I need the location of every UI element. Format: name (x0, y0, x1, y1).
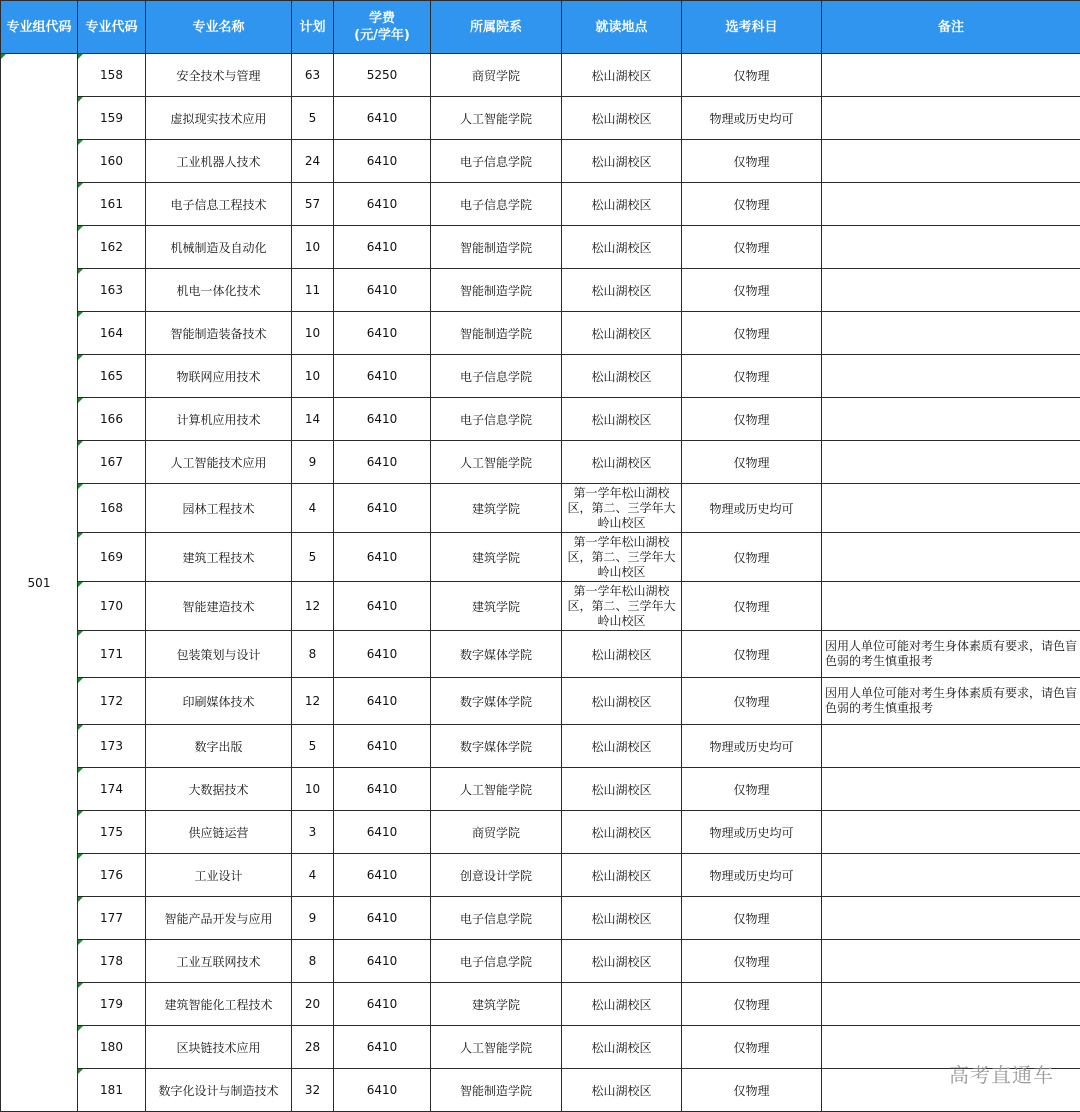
tuition-cell: 6410 (334, 484, 431, 533)
department-cell: 电子信息学院 (431, 183, 562, 226)
subjects-cell: 仅物理 (682, 768, 822, 811)
table-row (1, 768, 1080, 811)
plan-cell: 24 (292, 140, 334, 183)
major-name-cell: 机械制造及自动化 (146, 226, 292, 269)
tuition-cell: 6410 (334, 269, 431, 312)
plan-cell: 10 (292, 768, 334, 811)
department-cell: 数字媒体学院 (431, 678, 562, 725)
table-row (1, 854, 1080, 897)
campus-cell: 松山湖校区 (562, 811, 682, 854)
subjects-cell: 仅物理 (682, 441, 822, 484)
header-tuition: 学费 (元/学年) (334, 1, 431, 54)
plan-cell: 32 (292, 1069, 334, 1112)
campus-cell: 松山湖校区 (562, 140, 682, 183)
major-code-cell: 159 (78, 97, 146, 140)
tuition-cell: 6410 (334, 678, 431, 725)
major-code-cell: 179 (78, 983, 146, 1026)
department-cell: 人工智能学院 (431, 1026, 562, 1069)
major-code-cell: 178 (78, 940, 146, 983)
department-cell: 智能制造学院 (431, 312, 562, 355)
department-cell: 智能制造学院 (431, 226, 562, 269)
campus-cell: 松山湖校区 (562, 269, 682, 312)
department-cell: 智能制造学院 (431, 1069, 562, 1112)
department-cell: 建筑学院 (431, 533, 562, 582)
tuition-cell: 6410 (334, 983, 431, 1026)
major-code-cell: 169 (78, 533, 146, 582)
tuition-cell: 6410 (334, 140, 431, 183)
plan-cell: 12 (292, 678, 334, 725)
department-cell: 商贸学院 (431, 811, 562, 854)
subjects-cell: 仅物理 (682, 140, 822, 183)
major-code-cell: 181 (78, 1069, 146, 1112)
major-code-cell: 163 (78, 269, 146, 312)
table-row (1, 484, 1080, 533)
plan-cell: 4 (292, 484, 334, 533)
major-name-cell: 机电一体化技术 (146, 269, 292, 312)
campus-cell: 松山湖校区 (562, 940, 682, 983)
subjects-cell: 仅物理 (682, 1026, 822, 1069)
major-name-cell: 虚拟现实技术应用 (146, 97, 292, 140)
campus-cell: 松山湖校区 (562, 631, 682, 678)
campus-cell: 松山湖校区 (562, 355, 682, 398)
subjects-cell: 仅物理 (682, 631, 822, 678)
tuition-cell: 6410 (334, 355, 431, 398)
table-row (1, 533, 1080, 582)
major-code-cell: 161 (78, 183, 146, 226)
plan-cell: 9 (292, 441, 334, 484)
tuition-cell: 6410 (334, 811, 431, 854)
remarks-cell (822, 940, 1080, 983)
department-cell: 电子信息学院 (431, 940, 562, 983)
major-name-cell: 物联网应用技术 (146, 355, 292, 398)
header-major-name: 专业名称 (146, 1, 292, 54)
department-cell: 建筑学院 (431, 983, 562, 1026)
table-row (1, 441, 1080, 484)
table-row (1, 678, 1080, 725)
tuition-cell: 6410 (334, 312, 431, 355)
header-remarks: 备注 (822, 1, 1080, 54)
subjects-cell: 仅物理 (682, 983, 822, 1026)
major-name-cell: 工业互联网技术 (146, 940, 292, 983)
subjects-cell: 仅物理 (682, 54, 822, 97)
major-name-cell: 建筑工程技术 (146, 533, 292, 582)
subjects-cell: 仅物理 (682, 940, 822, 983)
remarks-cell (822, 441, 1080, 484)
plan-cell: 3 (292, 811, 334, 854)
major-code-cell: 165 (78, 355, 146, 398)
plan-cell: 11 (292, 269, 334, 312)
subjects-cell: 物理或历史均可 (682, 854, 822, 897)
plan-cell: 5 (292, 725, 334, 768)
department-cell: 数字媒体学院 (431, 725, 562, 768)
major-code-cell: 176 (78, 854, 146, 897)
major-name-cell: 数字化设计与制造技术 (146, 1069, 292, 1112)
remarks-cell: 因用人单位可能对考生身体素质有要求，请色盲色弱的考生慎重报考 (822, 631, 1080, 678)
campus-cell: 松山湖校区 (562, 441, 682, 484)
table-row (1, 725, 1080, 768)
tuition-cell: 6410 (334, 897, 431, 940)
campus-cell: 松山湖校区 (562, 1026, 682, 1069)
department-cell: 人工智能学院 (431, 768, 562, 811)
campus-cell: 松山湖校区 (562, 897, 682, 940)
subjects-cell: 仅物理 (682, 897, 822, 940)
remarks-cell (822, 897, 1080, 940)
department-cell: 数字媒体学院 (431, 631, 562, 678)
remarks-cell (822, 140, 1080, 183)
tuition-cell: 6410 (334, 226, 431, 269)
tuition-cell: 6410 (334, 768, 431, 811)
remarks-cell (822, 54, 1080, 97)
tuition-cell: 6410 (334, 940, 431, 983)
plan-cell: 20 (292, 983, 334, 1026)
plan-cell: 9 (292, 897, 334, 940)
department-cell: 人工智能学院 (431, 441, 562, 484)
tuition-cell: 6410 (334, 441, 431, 484)
major-code-cell: 172 (78, 678, 146, 725)
department-cell: 电子信息学院 (431, 355, 562, 398)
campus-cell: 松山湖校区 (562, 1069, 682, 1112)
campus-cell: 松山湖校区 (562, 97, 682, 140)
header-subjects: 选考科目 (682, 1, 822, 54)
remarks-cell (822, 312, 1080, 355)
table-row (1, 582, 1080, 631)
plan-cell: 28 (292, 1026, 334, 1069)
plan-cell: 5 (292, 97, 334, 140)
campus-cell: 松山湖校区 (562, 678, 682, 725)
campus-cell: 松山湖校区 (562, 725, 682, 768)
tuition-cell: 6410 (334, 1026, 431, 1069)
major-name-cell: 计算机应用技术 (146, 398, 292, 441)
tuition-cell: 6410 (334, 631, 431, 678)
table-row (1, 398, 1080, 441)
subjects-cell: 仅物理 (682, 533, 822, 582)
major-name-cell: 包装策划与设计 (146, 631, 292, 678)
subjects-cell: 物理或历史均可 (682, 725, 822, 768)
major-code-cell: 166 (78, 398, 146, 441)
major-code-cell: 175 (78, 811, 146, 854)
subjects-cell: 仅物理 (682, 226, 822, 269)
plan-cell: 14 (292, 398, 334, 441)
tuition-cell: 6410 (334, 97, 431, 140)
campus-cell: 第一学年松山湖校区，第二、三学年大岭山校区 (562, 582, 682, 631)
major-name-cell: 电子信息工程技术 (146, 183, 292, 226)
subjects-cell: 仅物理 (682, 582, 822, 631)
major-name-cell: 供应链运营 (146, 811, 292, 854)
major-code-cell: 174 (78, 768, 146, 811)
major-name-cell: 建筑智能化工程技术 (146, 983, 292, 1026)
remarks-cell (822, 768, 1080, 811)
subjects-cell: 物理或历史均可 (682, 484, 822, 533)
plan-cell: 10 (292, 355, 334, 398)
table-row (1, 940, 1080, 983)
campus-cell: 松山湖校区 (562, 183, 682, 226)
table-row (1, 312, 1080, 355)
tuition-cell: 6410 (334, 725, 431, 768)
subjects-cell: 仅物理 (682, 678, 822, 725)
subjects-cell: 物理或历史均可 (682, 97, 822, 140)
table-row (1, 54, 1080, 97)
plan-cell: 8 (292, 940, 334, 983)
major-name-cell: 安全技术与管理 (146, 54, 292, 97)
subjects-cell: 仅物理 (682, 183, 822, 226)
plan-cell: 57 (292, 183, 334, 226)
remarks-cell (822, 983, 1080, 1026)
remarks-cell (822, 484, 1080, 533)
major-name-cell: 工业机器人技术 (146, 140, 292, 183)
campus-cell: 松山湖校区 (562, 854, 682, 897)
campus-cell: 第一学年松山湖校区，第二、三学年大岭山校区 (562, 484, 682, 533)
major-code-cell: 170 (78, 582, 146, 631)
campus-cell: 松山湖校区 (562, 54, 682, 97)
header-plan: 计划 (292, 1, 334, 54)
table-row (1, 1026, 1080, 1069)
subjects-cell: 物理或历史均可 (682, 811, 822, 854)
group-code-cell: 501 (1, 54, 78, 1112)
table-row (1, 897, 1080, 940)
campus-cell: 第一学年松山湖校区，第二、三学年大岭山校区 (562, 533, 682, 582)
campus-cell: 松山湖校区 (562, 226, 682, 269)
major-code-cell: 180 (78, 1026, 146, 1069)
table-body (1, 54, 1080, 1112)
table-row (1, 226, 1080, 269)
subjects-cell: 仅物理 (682, 1069, 822, 1112)
major-name-cell: 智能制造装备技术 (146, 312, 292, 355)
major-code-cell: 173 (78, 725, 146, 768)
major-code-cell: 177 (78, 897, 146, 940)
major-name-cell: 园林工程技术 (146, 484, 292, 533)
major-code-cell: 167 (78, 441, 146, 484)
major-code-cell: 158 (78, 54, 146, 97)
tuition-cell: 6410 (334, 1069, 431, 1112)
plan-cell: 63 (292, 54, 334, 97)
major-name-cell: 大数据技术 (146, 768, 292, 811)
plan-cell: 12 (292, 582, 334, 631)
remarks-cell (822, 811, 1080, 854)
table-row (1, 140, 1080, 183)
major-name-cell: 数字出版 (146, 725, 292, 768)
plan-cell: 8 (292, 631, 334, 678)
major-name-cell: 人工智能技术应用 (146, 441, 292, 484)
plan-cell: 10 (292, 226, 334, 269)
plan-cell: 10 (292, 312, 334, 355)
major-code-cell: 171 (78, 631, 146, 678)
remarks-cell (822, 854, 1080, 897)
table-row (1, 97, 1080, 140)
remarks-cell: 因用人单位可能对考生身体素质有要求，请色盲色弱的考生慎重报考 (822, 678, 1080, 725)
major-name-cell: 印刷媒体技术 (146, 678, 292, 725)
tuition-cell: 6410 (334, 398, 431, 441)
header-major-code: 专业代码 (78, 1, 146, 54)
plan-cell: 4 (292, 854, 334, 897)
major-name-cell: 区块链技术应用 (146, 1026, 292, 1069)
campus-cell: 松山湖校区 (562, 768, 682, 811)
major-code-cell: 162 (78, 226, 146, 269)
tuition-cell: 6410 (334, 533, 431, 582)
tuition-cell: 6410 (334, 582, 431, 631)
tuition-cell: 6410 (334, 854, 431, 897)
remarks-cell (822, 226, 1080, 269)
major-code-cell: 164 (78, 312, 146, 355)
subjects-cell: 仅物理 (682, 398, 822, 441)
department-cell: 人工智能学院 (431, 97, 562, 140)
department-cell: 电子信息学院 (431, 398, 562, 441)
subjects-cell: 仅物理 (682, 312, 822, 355)
remarks-cell (822, 725, 1080, 768)
header-campus: 就读地点 (562, 1, 682, 54)
tuition-cell: 5250 (334, 54, 431, 97)
department-cell: 智能制造学院 (431, 269, 562, 312)
header-row (1, 1, 1080, 54)
table-row (1, 355, 1080, 398)
remarks-cell (822, 97, 1080, 140)
table-row (1, 269, 1080, 312)
subjects-cell: 仅物理 (682, 269, 822, 312)
table-row (1, 983, 1080, 1026)
remarks-cell (822, 269, 1080, 312)
remarks-cell (822, 398, 1080, 441)
subjects-cell: 仅物理 (682, 355, 822, 398)
campus-cell: 松山湖校区 (562, 398, 682, 441)
department-cell: 电子信息学院 (431, 897, 562, 940)
table-row (1, 631, 1080, 678)
major-name-cell: 工业设计 (146, 854, 292, 897)
remarks-cell (822, 533, 1080, 582)
tuition-cell: 6410 (334, 183, 431, 226)
department-cell: 创意设计学院 (431, 854, 562, 897)
department-cell: 电子信息学院 (431, 140, 562, 183)
major-name-cell: 智能建造技术 (146, 582, 292, 631)
major-code-cell: 160 (78, 140, 146, 183)
major-code-cell: 168 (78, 484, 146, 533)
table-row (1, 811, 1080, 854)
watermark: 高考直通车 (949, 1063, 1054, 1087)
table-row (1, 1069, 1080, 1112)
header-group-code: 专业组代码 (1, 1, 78, 54)
plan-cell: 5 (292, 533, 334, 582)
campus-cell: 松山湖校区 (562, 983, 682, 1026)
department-cell: 建筑学院 (431, 484, 562, 533)
campus-cell: 松山湖校区 (562, 312, 682, 355)
table-row (1, 183, 1080, 226)
remarks-cell (822, 183, 1080, 226)
remarks-cell (822, 582, 1080, 631)
remarks-cell (822, 355, 1080, 398)
header-department: 所属院系 (431, 1, 562, 54)
department-cell: 商贸学院 (431, 54, 562, 97)
department-cell: 建筑学院 (431, 582, 562, 631)
major-name-cell: 智能产品开发与应用 (146, 897, 292, 940)
